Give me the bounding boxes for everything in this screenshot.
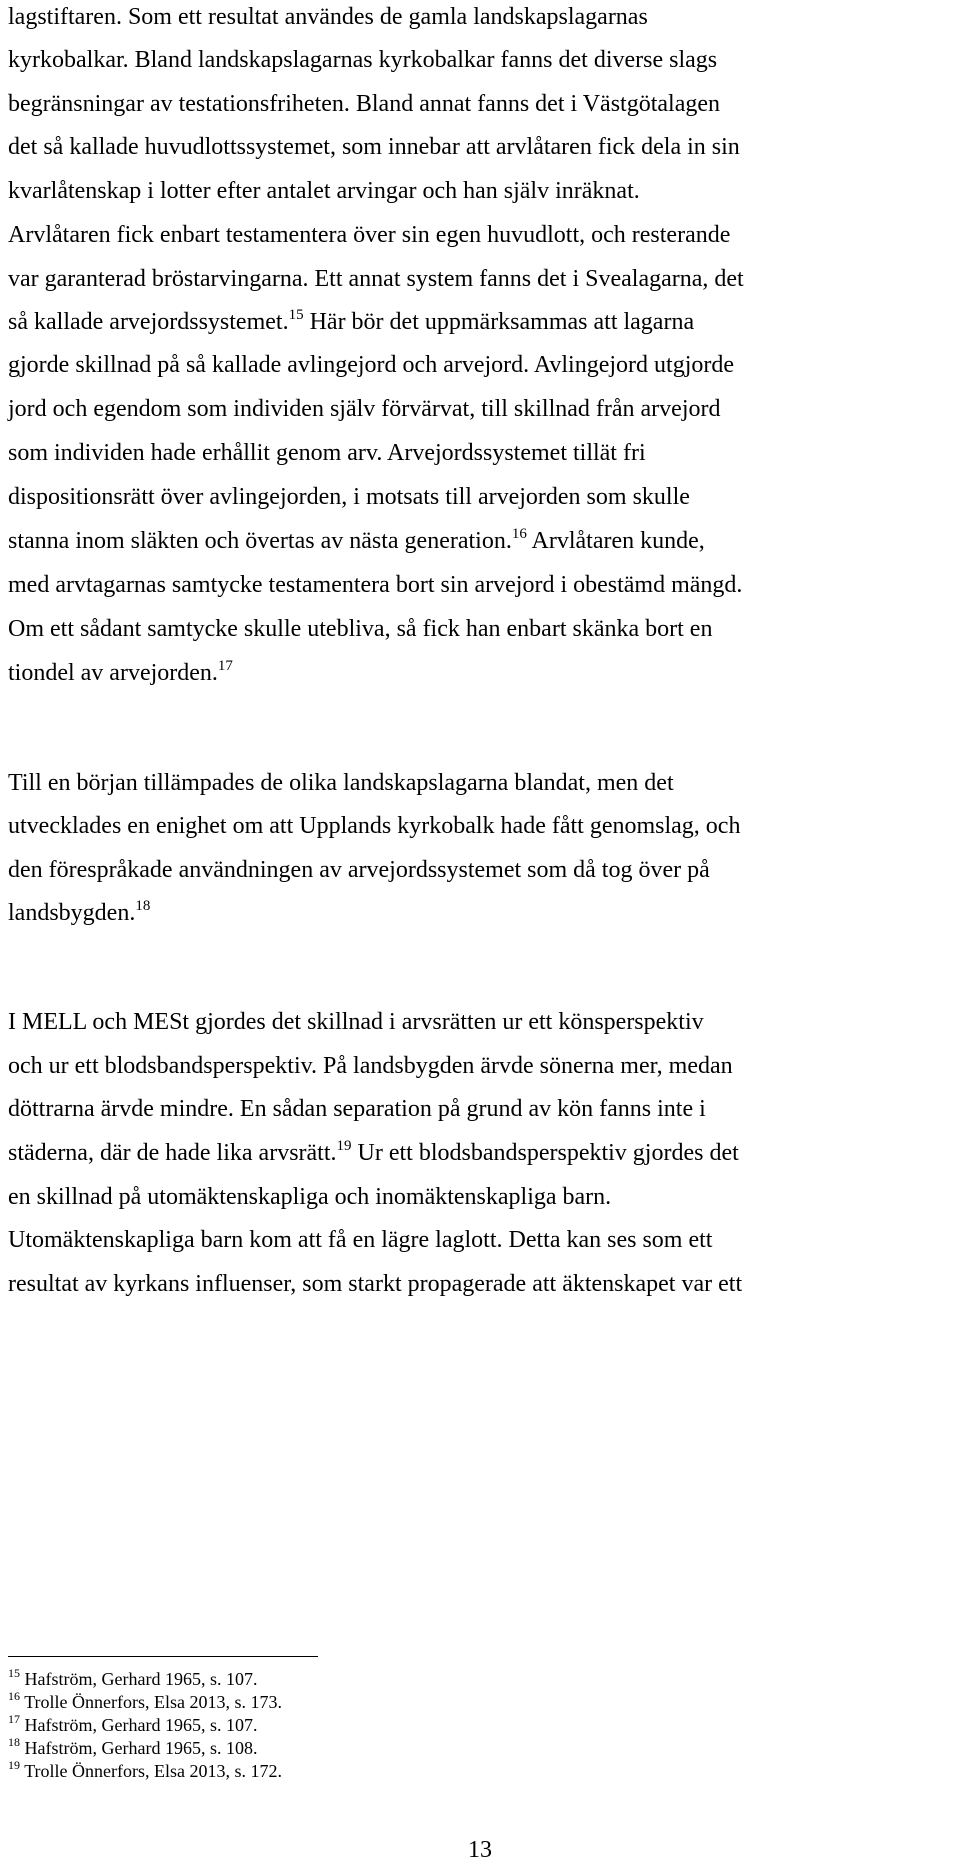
footnote-separator: [8, 1656, 318, 1657]
text-line: Om ett sådant samtycke skulle utebliva, så fick han enbart skänka bort en: [8, 616, 713, 642]
text-line: med arvtagarnas samtycke testamentera bort sin arvejord i obestämd mängd.: [8, 572, 743, 598]
line-text: så kallade arvejordssystemet.: [8, 309, 289, 335]
text-line: och ur ett blodsbandsperspektiv. På landsbygden ärvde sönerna mer, medan: [8, 1053, 733, 1079]
footnote-text: Hafström, Gerhard 1965, s. 108.: [24, 1738, 258, 1758]
text-line: gjorde skillnad på så kallade avlingejord och arvejord. Avlingejord utgjorde: [8, 352, 735, 378]
footnote: [8, 1714, 257, 1736]
footnote-ref: 19: [336, 1138, 352, 1154]
text-line: resultat av kyrkans influenser, som starkt propagerade att äktenskapet var ett: [8, 1271, 743, 1297]
footnote-ref: 17: [217, 658, 233, 674]
footnote-text: Hafström, Gerhard 1965, s. 107.: [24, 1715, 258, 1735]
footnote-text: Trolle Önnerfors, Elsa 2013, s. 172.: [24, 1761, 283, 1781]
text-line: en skillnad på utomäktenskapliga och inomäktenskapliga barn.: [8, 1184, 612, 1210]
text-line: dispositionsrätt över avlingejorden, i motsats till arvejorden som skulle: [8, 484, 690, 510]
text-line: kyrkobalkar. Bland landskapslagarnas kyrkobalkar fanns det diverse slags: [8, 47, 718, 73]
text-line: Till en början tillämpades de olika landskapslagarna blandat, men det: [8, 770, 674, 796]
text-line: [8, 898, 150, 928]
text-line: döttrarna ärvde mindre. En sådan separation på grund av kön fanns inte i: [8, 1096, 706, 1122]
line-text: Ur ett blodsbandsperspektiv gjordes det: [351, 1140, 739, 1166]
text-line: begränsningar av testationsfriheten. Bland annat fanns det i Västgötalagen: [8, 91, 721, 117]
text-line: jord och egendom som individen själv förvärvat, till skillnad från arvejord: [8, 396, 721, 422]
footnote: [8, 1668, 257, 1690]
text-line: Arvlåtaren fick enbart testamentera över sin egen huvudlott, och resterande: [8, 222, 731, 248]
footnote-number: 19: [8, 1758, 20, 1772]
footnote-text: Hafström, Gerhard 1965, s. 107.: [24, 1669, 258, 1689]
line-text: Här bör det uppmärksammas att lagarna: [303, 309, 695, 335]
line-text: Arvlåtaren kunde,: [526, 528, 705, 554]
footnote: [8, 1760, 282, 1782]
footnote-ref: 18: [135, 898, 151, 914]
footnote-ref: 15: [288, 307, 304, 323]
text-line: det så kallade huvudlottssystemet, som innebar att arvlåtaren fick dela in sin: [8, 134, 740, 160]
line-text: tiondel av arvejorden.: [8, 660, 218, 686]
line-text: städerna, där de hade lika arvsrätt.: [8, 1140, 337, 1166]
footnote-text: Trolle Önnerfors, Elsa 2013, s. 173.: [24, 1692, 283, 1712]
text-line: som individen hade erhållit genom arv. Arvejordssystemet tillät fri: [8, 440, 646, 466]
text-line: [8, 658, 233, 688]
footnote: [8, 1737, 257, 1759]
text-line: den förespråkade användningen av arvejordssystemet som då tog över på: [8, 857, 710, 883]
text-line: [8, 526, 705, 556]
footnote-number: 17: [8, 1712, 20, 1726]
footnote-number: 15: [8, 1666, 20, 1680]
footnote: [8, 1691, 282, 1713]
text-line: utvecklades en enighet om att Upplands kyrkobalk hade fått genomslag, och: [8, 813, 741, 839]
text-line: kvarlåtenskap i lotter efter antalet arvingar och han själv inräknat.: [8, 178, 640, 204]
footnote-ref: 16: [511, 526, 527, 542]
line-text: stanna inom släkten och övertas av nästa generation.: [8, 528, 512, 554]
page-number: 13: [468, 1837, 492, 1863]
line-text: landsbygden.: [8, 900, 136, 926]
text-line: Utomäktenskapliga barn kom att få en lägre laglott. Detta kan ses som ett: [8, 1227, 713, 1253]
footnote-number: 18: [8, 1735, 20, 1749]
footnote-number: 16: [8, 1689, 20, 1703]
text-line: var garanterad bröstarvingarna. Ett annat system fanns det i Svealagarna, det: [8, 266, 744, 292]
text-line: lagstiftaren. Som ett resultat användes de gamla landskapslagarnas: [8, 4, 648, 30]
text-line: I MELL och MESt gjordes det skillnad i arvsrätten ur ett könsperspektiv: [8, 1009, 704, 1035]
text-line: [8, 1138, 739, 1168]
text-line: [8, 307, 694, 337]
